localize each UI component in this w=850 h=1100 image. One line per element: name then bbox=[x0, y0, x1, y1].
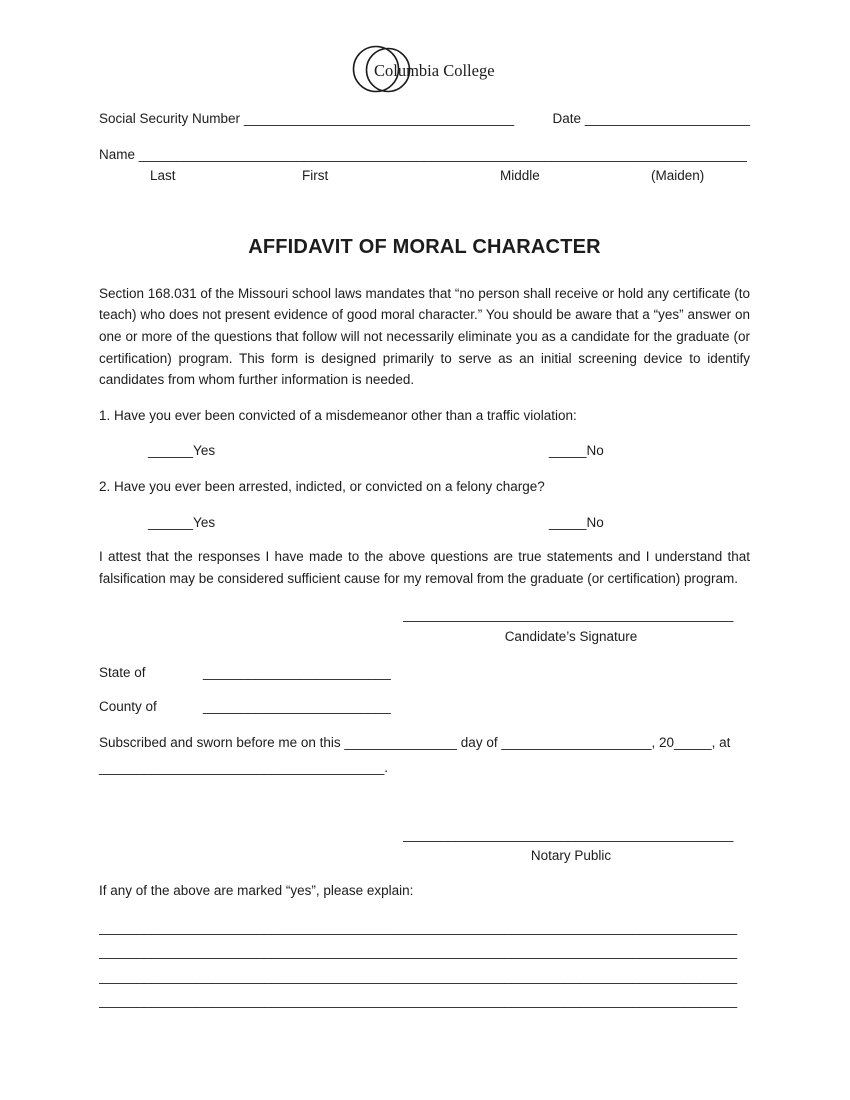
candidate-signature-block bbox=[403, 604, 739, 647]
sworn-text-1: Subscribed and sworn before me on this bbox=[99, 734, 341, 750]
ssn-label: Social Security Number bbox=[99, 111, 241, 126]
question-2-answers bbox=[99, 512, 750, 534]
explain-blank-line: _____________________________________________________________________________________ bbox=[99, 944, 738, 960]
intro-paragraph: Section 168.031 of the Missouri school laws mandates that “no person shall receive or hold any certificate (to teach) who does not present evidence of good moral character.” You should be aware that a “yes” answer on one or more of the questions that follow will not necessarily eliminate you as a candidate for the graduate (or certification) program. This form is designed primarily to serve as an initial screening device to identify candidates from whom further information is needed. bbox=[99, 285, 750, 388]
ssn-blank-line: ____________________________________ bbox=[243, 111, 515, 126]
date-blank-line: ______________________ bbox=[584, 111, 750, 126]
sworn-text-3: , 20 bbox=[651, 734, 675, 750]
name-label: Name bbox=[99, 146, 136, 162]
sworn-month-blank: ____________________ bbox=[501, 734, 652, 750]
sworn-day-blank: _______________ bbox=[344, 734, 458, 750]
question-2-text: 2. Have you ever been arrested, indicted, or convicted on a felony charge? bbox=[99, 478, 545, 494]
name-sublabels-row bbox=[99, 165, 750, 187]
sworn-statement bbox=[99, 732, 750, 754]
explain-blank-line: _____________________________________________________________________________________ bbox=[99, 993, 738, 1009]
notary-public-label: Notary Public bbox=[530, 848, 612, 864]
county-of-label: County of bbox=[99, 699, 157, 715]
sworn-text-4: , at bbox=[711, 734, 731, 750]
candidate-signature-line: ____________________________________________ bbox=[403, 607, 734, 623]
sublabel-middle: Middle bbox=[500, 168, 540, 184]
county-of-blank-line: _________________________ bbox=[203, 699, 391, 715]
state-of-label: State of bbox=[99, 664, 146, 680]
explain-prompt: If any of the above are marked “yes”, please explain: bbox=[99, 883, 414, 899]
name-blank-line: _________________________________________________________________________________ bbox=[138, 146, 747, 162]
candidate-signature-label: Candidate’s Signature bbox=[504, 628, 638, 644]
date-field bbox=[553, 108, 750, 130]
question-1-answers bbox=[99, 440, 750, 462]
state-of-blank-line: _________________________ bbox=[203, 664, 391, 680]
question-1-yes-blank: ______Yes bbox=[148, 443, 216, 459]
sublabel-last: Last bbox=[150, 168, 176, 184]
question-2-yes-blank: ______Yes bbox=[148, 514, 216, 530]
sublabel-maiden: (Maiden) bbox=[651, 168, 705, 184]
explain-blank-line: _____________________________________________________________________________________ bbox=[99, 919, 738, 935]
logo-text: Columbia College bbox=[373, 61, 495, 80]
question-1-text: 1. Have you ever been convicted of a misdemeanor other than a traffic violation: bbox=[99, 407, 577, 423]
notary-public-block bbox=[403, 824, 739, 867]
date-label: Date bbox=[552, 111, 582, 126]
ssn-field bbox=[99, 108, 514, 130]
question-1-no-blank: _____No bbox=[549, 443, 604, 459]
sworn-text-2: day of bbox=[460, 734, 498, 750]
logo-rings-icon bbox=[350, 45, 500, 95]
notary-signature-line: ____________________________________________ bbox=[403, 826, 734, 842]
county-of-row bbox=[99, 696, 750, 718]
explain-blank-line: _____________________________________________________________________________________ bbox=[99, 968, 738, 984]
columbia-college-logo bbox=[99, 45, 750, 95]
question-2-no-blank: _____No bbox=[549, 514, 604, 530]
name-row bbox=[99, 144, 750, 166]
sworn-location-line: ______________________________________. bbox=[99, 760, 389, 776]
form-title: AFFIDAVIT OF MORAL CHARACTER bbox=[248, 235, 601, 258]
sublabel-first: First bbox=[302, 168, 329, 184]
sworn-year-blank: _____ bbox=[674, 734, 712, 750]
state-of-row bbox=[99, 662, 750, 684]
attest-paragraph: I attest that the responses I have made to the above questions are true statements and I understand that falsification may be considered sufficient cause for my removal from the graduate (or certification) program. bbox=[99, 549, 750, 586]
ssn-date-row bbox=[99, 108, 750, 130]
